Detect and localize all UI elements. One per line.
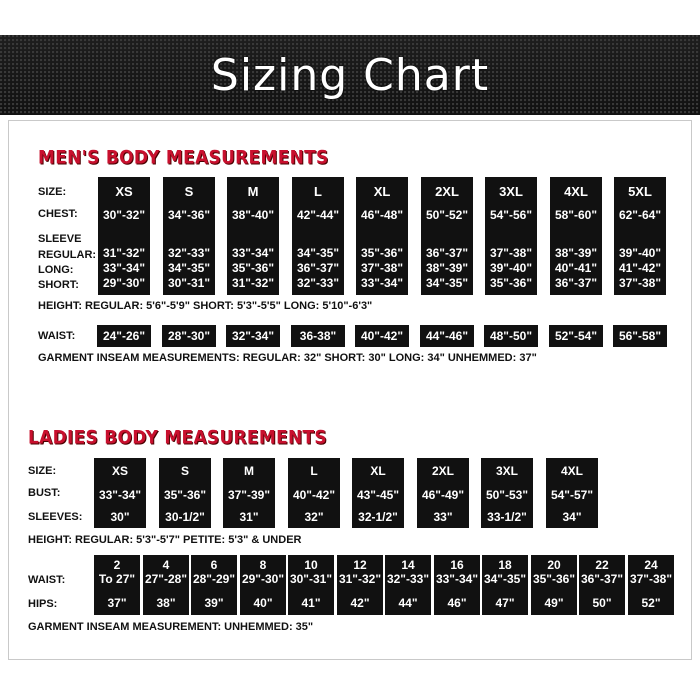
men-sleeve-long-cell: 34"-35" [167, 261, 211, 275]
men-chest-cell: 54"-56" [489, 208, 533, 222]
men-sleeve-regular-cell: 31"-32" [102, 246, 146, 260]
ladies-waist-cell: 28"-29" [192, 572, 236, 586]
ladies-hips-cell: 42" [350, 596, 370, 610]
men-size-column [485, 177, 537, 295]
ladies-size-cell: S [180, 464, 189, 478]
men-size-cell: 3XL [499, 184, 523, 199]
men-sleeve-regular-cell: 32"-33" [167, 246, 211, 260]
ladies-bust-cell: 37"-39" [227, 488, 271, 502]
men-size-cell: L [314, 184, 322, 199]
men-sleeve-long-cell: 41"-42" [618, 261, 662, 275]
men-sleeve-regular-cell: 37"-38" [489, 246, 533, 260]
men-sleeve-short-cell: 33"-34" [360, 276, 404, 290]
men-waist-cell: 44"-46" [420, 325, 474, 347]
ladies-waist-cell: 34"-35" [483, 572, 527, 586]
ladies-numeric-size-cell: 6 [210, 558, 218, 572]
men-sleeve-short-cell: 29"-30" [102, 276, 146, 290]
ladies-numeric-column [143, 555, 189, 615]
men-sleeve-long-cell: 36"-37" [296, 261, 340, 275]
men-sleeve-regular-cell: 35"-36" [360, 246, 404, 260]
ladies-size-column [94, 458, 146, 528]
men-size-cell: XS [115, 184, 133, 199]
ladies-size-column [223, 458, 275, 528]
ladies-numeric-column [240, 555, 286, 615]
ladies-hips-cell: 50" [592, 596, 612, 610]
men-sleeve-short-cell: 31"-32" [231, 276, 275, 290]
ladies-bust-cell: 35"-36" [163, 488, 207, 502]
ladies-size-column [352, 458, 404, 528]
ladies-size-column [417, 458, 469, 528]
men-sleeve-long-cell: 38"-39" [425, 261, 469, 275]
men-size-column [292, 177, 344, 295]
men-waist-cell: 48"-50" [484, 325, 538, 347]
ladies-size-column [288, 458, 340, 528]
ladies-hips-cell: 38" [156, 596, 176, 610]
page-title: Sizing Chart [210, 49, 490, 101]
men-sleeve-short-cell: 30"-31" [167, 276, 211, 290]
men-chest-cell: 46"-48" [360, 208, 404, 222]
ladies-numeric-column [434, 555, 480, 615]
men-sleeve-regular-cell: 36"-37" [425, 246, 469, 260]
ladies-sleeves-cell: 31" [239, 510, 259, 524]
ladies-numeric-size-cell: 24 [644, 558, 658, 572]
ladies-waist-cell: 37"-38" [629, 572, 673, 586]
men-sleeve-long-cell: 40"-41" [554, 261, 598, 275]
ladies-size-cell: XL [370, 464, 386, 478]
men-size-column [421, 177, 473, 295]
ladies-height-note: HEIGHT: REGULAR: 5'3"-5'7" PETITE: 5'3" & UNDER [28, 534, 302, 546]
men-sleeve-short-cell: 37"-38" [618, 276, 662, 290]
ladies-size-label: SIZE: [28, 465, 57, 477]
ladies-hips-cell: 46" [447, 596, 467, 610]
ladies-numeric-size-cell: 22 [595, 558, 609, 572]
men-size-column [550, 177, 602, 295]
ladies-size-cell: 3XL [495, 464, 518, 478]
men-chest-cell: 42"-44" [296, 208, 340, 222]
men-sleeve-short-cell: 32"-33" [296, 276, 340, 290]
men-section-title: MEN'S BODY MEASUREMENTS [38, 147, 329, 169]
ladies-bust-cell: 40"-42" [292, 488, 336, 502]
men-chest-cell: 62"-64" [618, 208, 662, 222]
ladies-waist-cell: 27"-28" [144, 572, 188, 586]
men-chest-cell: 58"-60" [554, 208, 598, 222]
men-waist-cell: 32"-34" [226, 325, 280, 347]
ladies-waist-cell: 36"-37" [580, 572, 624, 586]
ladies-numeric-size-cell: 8 [259, 558, 267, 572]
ladies-sleeves-cell: 32-1/2" [358, 510, 398, 524]
men-sleeve-short-cell: 35"-36" [489, 276, 533, 290]
ladies-size-cell: L [310, 464, 318, 478]
ladies-bust-label: BUST: [28, 487, 61, 499]
ladies-numeric-column [191, 555, 237, 615]
men-sleeve-short-cell: 36"-37" [554, 276, 598, 290]
men-height-note: HEIGHT: REGULAR: 5'6"-5'9" SHORT: 5'3"-5'5" LONG: 5'10"-6'3" [38, 300, 373, 312]
ladies-sleeves-cell: 34" [562, 510, 582, 524]
ladies-size-column [546, 458, 598, 528]
ladies-numeric-column [579, 555, 625, 615]
ladies-hips-cell: 39" [204, 596, 224, 610]
men-size-column [614, 177, 666, 295]
men-sleeve-regular-cell: 33"-34" [231, 246, 275, 260]
ladies-sleeves-cell: 33-1/2" [487, 510, 527, 524]
men-waist-cell: 56"-58" [613, 325, 667, 347]
ladies-hips-cell: 40" [253, 596, 273, 610]
men-chest-cell: 50"-52" [425, 208, 469, 222]
men-waist-cell: 24"-26" [97, 325, 151, 347]
men-sleeve-label: SLEEVE [38, 233, 82, 245]
men-waist-cell: 36-38" [291, 325, 345, 347]
men-size-cell: 2XL [435, 184, 459, 199]
ladies-hips-cell: 47" [495, 596, 515, 610]
men-chest-cell: 34"-36" [167, 208, 211, 222]
ladies-section-title: LADIES BODY MEASUREMENTS [28, 427, 327, 449]
ladies-hips-cell: 52" [641, 596, 661, 610]
men-size-column [163, 177, 215, 295]
ladies-numeric-size-cell: 10 [304, 558, 318, 572]
men-sleeve-regular-cell: 38"-39" [554, 246, 598, 260]
ladies-numeric-size-cell: 4 [162, 558, 170, 572]
men-sleeve-regular-cell: 39"-40" [618, 246, 662, 260]
ladies-hips-label: HIPS: [28, 598, 58, 610]
men-size-cell: S [184, 184, 194, 199]
ladies-waist-cell: 32"-33" [386, 572, 430, 586]
ladies-hips-cell: 49" [544, 596, 564, 610]
ladies-size-cell: 2XL [431, 464, 454, 478]
ladies-inseam-note: GARMENT INSEAM MEASUREMENT: UNHEMMED: 35" [28, 621, 314, 633]
men-size-column [98, 177, 150, 295]
ladies-waist-cell: 30"-31" [289, 572, 333, 586]
ladies-hips-cell: 37" [107, 596, 127, 610]
men-waist-label: WAIST: [38, 330, 76, 342]
ladies-sleeves-cell: 33" [433, 510, 453, 524]
header-banner [0, 35, 700, 115]
men-size-column [227, 177, 279, 295]
ladies-numeric-column [482, 555, 528, 615]
ladies-bust-cell: 43"-45" [356, 488, 400, 502]
men-sleeve-long-cell: 39"-40" [489, 261, 533, 275]
men-size-cell: XL [373, 184, 391, 199]
ladies-size-cell: XS [111, 464, 128, 478]
men-sleeve-short-cell: 34"-35" [425, 276, 469, 290]
men-waist-cell: 40"-42" [355, 325, 409, 347]
men-sleeve-regular-cell: 34"-35" [296, 246, 340, 260]
men-long-label: LONG: [38, 264, 74, 276]
men-size-cell: M [247, 184, 259, 199]
ladies-numeric-column [628, 555, 674, 615]
ladies-bust-cell: 46"-49" [421, 488, 465, 502]
men-waist-cell: 52"-54" [549, 325, 603, 347]
ladies-waist-cell: 33"-34" [435, 572, 479, 586]
ladies-numeric-column [288, 555, 334, 615]
men-regular-label: REGULAR: [38, 249, 97, 261]
men-chest-cell: 30"-32" [102, 208, 146, 222]
ladies-sleeves-cell: 32" [304, 510, 324, 524]
men-waist-cell: 28"-30" [162, 325, 216, 347]
men-sleeve-long-cell: 33"-34" [102, 261, 146, 275]
ladies-bust-cell: 54"-57" [550, 488, 594, 502]
ladies-numeric-column [94, 555, 140, 615]
ladies-numeric-column [337, 555, 383, 615]
ladies-bust-cell: 33"-34" [98, 488, 142, 502]
ladies-waist-cell: 31"-32" [338, 572, 382, 586]
ladies-waist-label: WAIST: [28, 574, 66, 586]
ladies-numeric-size-cell: 16 [450, 558, 464, 572]
men-sleeve-long-cell: 35"-36" [231, 261, 275, 275]
ladies-sleeves-cell: 30" [110, 510, 130, 524]
men-size-cell: 5XL [628, 184, 652, 199]
men-size-label: SIZE: [38, 186, 67, 198]
ladies-size-cell: M [244, 464, 254, 478]
ladies-waist-cell: To 27" [98, 572, 136, 586]
men-short-label: SHORT: [38, 279, 79, 291]
ladies-hips-cell: 44" [398, 596, 418, 610]
ladies-numeric-size-cell: 18 [498, 558, 512, 572]
ladies-size-column [159, 458, 211, 528]
men-chest-label: CHEST: [38, 208, 78, 220]
men-size-cell: 4XL [564, 184, 588, 199]
ladies-numeric-column [531, 555, 577, 615]
ladies-size-cell: 4XL [560, 464, 583, 478]
men-sleeve-long-cell: 37"-38" [360, 261, 404, 275]
men-chest-cell: 38"-40" [231, 208, 275, 222]
men-size-column [356, 177, 408, 295]
ladies-numeric-size-cell: 14 [401, 558, 415, 572]
ladies-size-column [481, 458, 533, 528]
ladies-numeric-column [385, 555, 431, 615]
ladies-waist-cell: 35"-36" [532, 572, 576, 586]
ladies-bust-cell: 50"-53" [485, 488, 529, 502]
men-inseam-note: GARMENT INSEAM MEASUREMENTS: REGULAR: 32" SHORT: 30" LONG: 34" UNHEMMED: 37" [38, 352, 537, 364]
ladies-numeric-size-cell: 12 [353, 558, 367, 572]
ladies-sleeves-label: SLEEVES: [28, 511, 83, 523]
ladies-waist-cell: 29"-30" [241, 572, 285, 586]
ladies-numeric-size-cell: 2 [113, 558, 121, 572]
ladies-sleeves-cell: 30-1/2" [165, 510, 205, 524]
ladies-hips-cell: 41" [301, 596, 321, 610]
ladies-numeric-size-cell: 20 [547, 558, 561, 572]
